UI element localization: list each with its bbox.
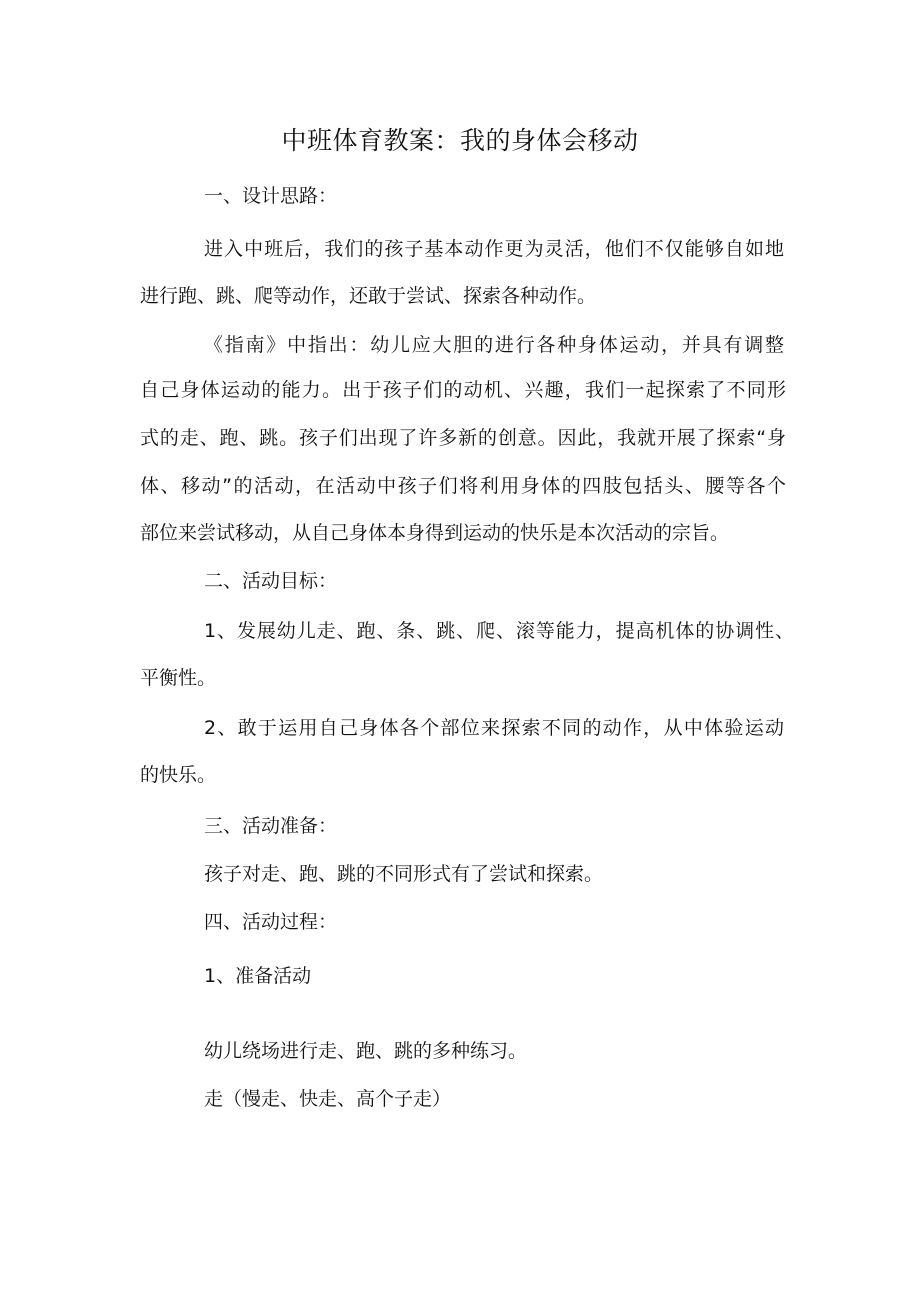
paragraph-line: 平衡性。 xyxy=(140,667,217,689)
goal-item: 1、发展幼儿走、跑、条、跳、爬、滚等能力，提高机体的协调性、 xyxy=(204,620,794,642)
document-title: 中班体育教案：我的身体会移动 xyxy=(281,126,639,155)
paragraph-line: 孩子对走、跑、跳的不同形式有了尝试和探索。 xyxy=(204,863,604,885)
paragraph-line: 走（慢走、快走、高个子走） xyxy=(204,1088,452,1110)
paragraph-line: 进入中班后，我们的孩子基本动作更为灵活，他们不仅能够自如地 xyxy=(204,238,784,260)
paragraph-line: 部位来尝试移动，从自己身体本身得到运动的快乐是本次活动的宗旨。 xyxy=(140,522,730,544)
section-heading-goals: 二、活动目标： xyxy=(204,570,338,592)
paragraph-line: 《指南》中指出：幼儿应大胆的进行各种身体运动，并具有调整 xyxy=(204,334,784,356)
paragraph-line: 的快乐。 xyxy=(140,764,217,786)
section-heading-design: 一、设计思路： xyxy=(204,185,338,207)
goal-item: 2、敢于运用自己身体各个部位来探索不同的动作，从中体验运动 xyxy=(204,717,784,739)
paragraph-line: 式的走、跑、跳。孩子们出现了许多新的创意。因此，我就开展了探索“身 xyxy=(140,427,786,449)
paragraph-line: 体、移动”的活动，在活动中孩子们将利用身体的四肢包括头、腰等各个 xyxy=(140,475,786,497)
paragraph-line: 幼儿绕场进行走、跑、跳的多种练习。 xyxy=(204,1040,528,1062)
process-step: 1、准备活动 xyxy=(204,965,312,987)
paragraph-line: 自己身体运动的能力。出于孩子们的动机、兴趣，我们一起探索了不同形 xyxy=(140,379,786,401)
section-heading-preparation: 三、活动准备： xyxy=(204,815,338,837)
paragraph-line: 进行跑、跳、爬等动作，还敢于尝试、探索各种动作。 xyxy=(140,285,597,307)
section-heading-process: 四、活动过程： xyxy=(204,911,338,933)
